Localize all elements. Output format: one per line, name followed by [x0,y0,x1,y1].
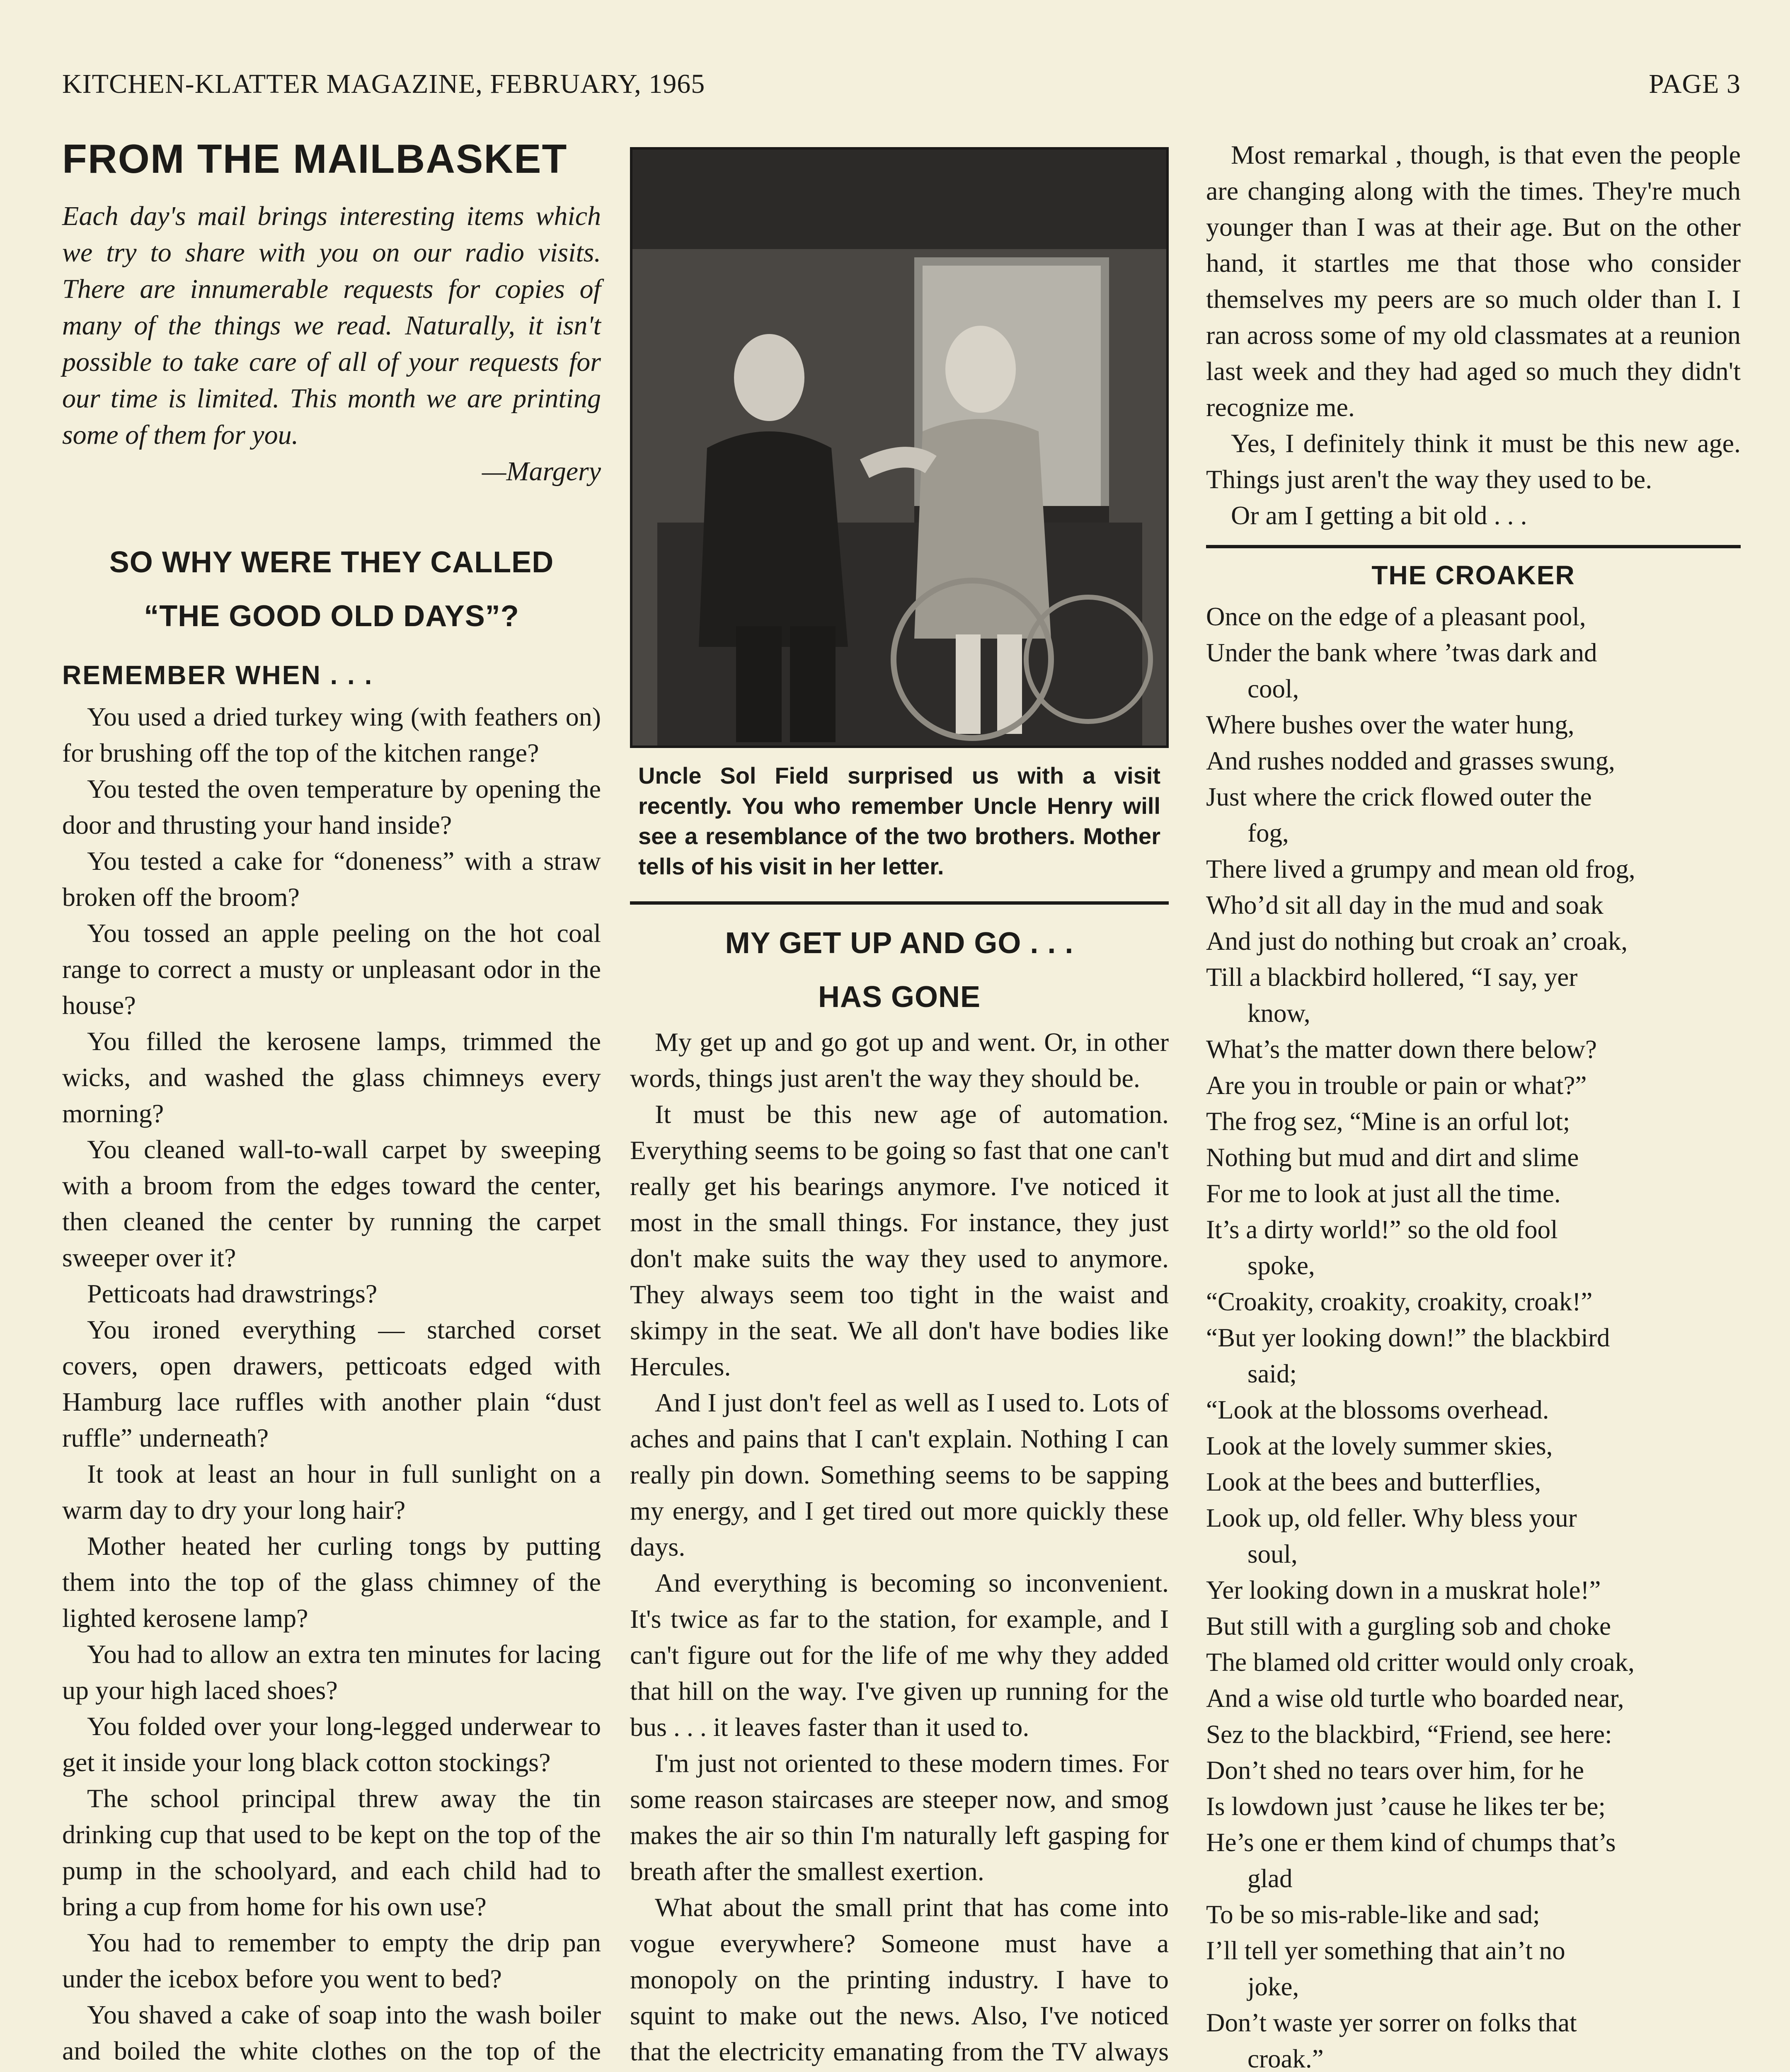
poem-line: Are you in trouble or pain or what?” [1206,1071,1587,1100]
get-up-and-go-title-1: MY GET UP AND GO . . . [725,927,1074,960]
poem-line: And just do nothing but croak an’ croak, [1206,927,1628,956]
poem-line: glad [1247,1864,1293,1893]
page-header [62,68,1741,114]
paragraph: And everything is becoming so inconvenient. It's twice as far to the station, for example, and I can't figure out for the life of me why they added that hill on the way. I've given up running for the bus . . . it leaves faster than it used to. [630,1568,1169,1742]
paragraph: You cleaned wall-to-wall carpet by sweeping with a broom from the edges toward the center, then cleaned the center by running the carpet sweeper over it? [62,1134,601,1272]
poem-line: “Look at the blossoms overhead. [1206,1395,1549,1424]
column-middle [630,147,1169,2072]
paragraph: You had to remember to empty the drip pan under the icebox before you went to bed? [62,1927,601,1993]
photo-illustration [632,150,1166,746]
mailbasket-intro: Each day's mail brings interesting items which we try to share with you on our radio visits. There are innumerable requests for copies of many of the things we read. Naturally, it isn't possible to take care of all of your requests for our time is limited. This month we are printing some of them for you. [62,201,601,450]
poem-line: Once on the edge of a pleasant pool, [1206,602,1586,631]
paragraph: You had to allow an extra ten minutes for lacing up your high laced shoes? [62,1639,601,1705]
poem-line: It’s a dirty world!” so the old fool [1206,1215,1558,1244]
poem-line: Yer looking down in a muskrat hole!” [1206,1576,1601,1605]
poem-line: Look up, old feller. Why bless your [1206,1503,1577,1532]
poem-line: Who’d sit all day in the mud and soak [1206,891,1603,920]
poem-line: Till a blackbird hollered, “I say, yer [1206,963,1578,992]
paragraph: You folded over your long-legged underwear to get it inside your long black cotton stockings? [62,1711,601,1777]
poem-line: And a wise old turtle who boarded near, [1206,1684,1624,1713]
photo-caption: Uncle Sol Field surprised us with a visit recently. You who remember Uncle Henry will see a resemblance of the two brothers. Mother tells of his visit in her letter. [638,762,1160,879]
remember-when-heading: REMEMBER WHEN . . . [62,660,373,690]
good-old-days-title-1: SO WHY WERE THEY CALLED [109,545,554,579]
paragraph: It took at least an hour in full sunlight on a warm day to dry your long hair? [62,1459,601,1525]
poem-line: What’s the matter down there below? [1206,1035,1597,1064]
paragraph: My get up and go got up and went. Or, in other words, things just aren't the way they should be. [630,1027,1169,1093]
poem-line: To be so mis-rable-like and sad; [1206,1900,1540,1929]
paragraph: You shaved a cake of soap into the wash boiler and boiled the white clothes on the top of the [62,1999,601,2065]
poem-line: For me to look at just all the time. [1206,1179,1561,1208]
divider [630,901,1169,905]
paragraph: It must be this new age of automation. Everything seems to be going so fast that one can't really get his bearings anymore. I've noticed it most in the small things. For instance, they just don't make suits the way they used to anymore. They always seem too tight in the waist and skimpy in the seat. We all don't have bodies like Hercules. [630,1099,1169,1381]
paragraph: You filled the kerosene lamps, trimmed the wicks, and washed the glass chimneys every morning? [62,1026,601,1128]
poem-line: Look at the bees and butterflies, [1206,1467,1541,1496]
poem-line: But still with a gurgling sob and choke [1206,1612,1611,1641]
paragraph: I'm just not oriented to these modern times. For some reason staircases are steeper now, and smog makes the air so thin I'm naturally left gasping for breath after the smallest exertion. [630,1748,1169,1886]
poem-line: spoke, [1247,1251,1315,1280]
paragraph: You used a dried turkey wing (with feathers on) for brushing off the top of the kitchen range? [62,702,601,767]
paragraph: You ironed everything — starched corset covers, open drawers, petticoats edged with Hamburg lace ruffles with another plain “dust ruffle” underneath? [62,1314,601,1452]
magazine-title: KITCHEN-KLATTER MAGAZINE, FEBRUARY, 1965 [62,69,705,99]
paragraph: Or am I getting a bit old . . . [1231,501,1527,530]
poem-line: Don’t shed no tears over him, for he [1206,1756,1584,1785]
mailbasket-title: FROM THE MAILBASKET [62,136,568,182]
poem-line: “Croakity, croakity, croakity, croak!” [1206,1287,1593,1316]
poem-line: soul, [1247,1539,1298,1569]
paragraph: You tested the oven temperature by opening the door and thrusting your hand inside? [62,774,601,840]
photo-uncle-sol [630,147,1169,748]
paragraph: Most remarkal , though, is that even the people are changing along with the times. They're much younger than I was at their age. But on the other hand, it startles me that those who consider themselves my peers are so much older than I. I ran across some of my old classmates at a reunion last week and they had aged so much they didn't recognize me. [1206,140,1741,422]
page-number: PAGE 3 [1649,69,1741,99]
paragraph: Mother heated her curling tongs by putting them into the top of the glass chimney of the lighted kerosene lamp? [62,1531,601,1633]
get-up-and-go-body [630,1024,1169,2072]
get-up-and-go-title-2: HAS GONE [818,980,981,1014]
poem-line: said; [1247,1359,1297,1388]
poem-line: Is lowdown just ’cause he likes ter be; [1206,1792,1606,1821]
poem-line: Under the bank where ’twas dark and [1206,638,1597,667]
poem-line: Sez to the blackbird, “Friend, see here: [1206,1720,1612,1749]
paragraph: You tested a cake for “doneness” with a straw broken off the broom? [62,846,601,912]
paragraph: And I just don't feel as well as I used to. Lots of aches and pains that I can't explain. Nothing I can really pin down. Something seems to be sapping my energy, and I get tired out more quickly these days. [630,1388,1169,1561]
poem-line: “But yer looking down!” the blackbird [1206,1323,1610,1352]
mailbasket-signature: —Margery [482,456,601,487]
good-old-days-title-2: “THE GOOD OLD DAYS”? [144,599,519,633]
poem-line: The blamed old critter would only croak, [1206,1648,1635,1677]
poem-line: He’s one er them kind of chumps that’s [1206,1828,1616,1857]
good-old-days-body [62,699,601,2072]
poem-line: cool, [1247,674,1299,703]
poem-line: croak.” [1247,2044,1324,2072]
poem-line: I’ll tell yer something that ain’t no [1206,1936,1565,1965]
poem-line: fog, [1247,818,1289,847]
poem-line: And rushes nodded and grasses swung, [1206,746,1615,775]
paragraph: Petticoats had drawstrings? [87,1278,378,1308]
poem-line: The frog sez, “Mine is an orful lot; [1206,1107,1570,1136]
column-left [62,137,601,2072]
croaker-poem [1206,599,1741,2072]
paragraph: You tossed an apple peeling on the hot coal range to correct a musty or unpleasant odor in the house? [62,918,601,1020]
get-up-and-go-continued [1206,137,1741,533]
paragraph: Yes, I definitely think it must be this new age. Things just aren't the way they used to be. [1206,428,1741,494]
poem-line: know, [1247,999,1310,1028]
poem-line: Where bushes over the water hung, [1206,710,1574,739]
poem-line: Don’t waste yer sorrer on folks that [1206,2008,1577,2037]
paragraph: The school principal threw away the tin drinking cup that used to be kept on the top of the pump in the schoolyard, and each child had to bring a cup from home for his own use? [62,1783,601,1921]
column-right [1206,137,1741,2072]
croaker-title: THE CROAKER [1371,560,1575,590]
poem-line: Nothing but mud and dirt and slime [1206,1143,1579,1172]
paragraph: What about the small print that has come into vogue everywhere? Someone must have a monopoly on the printing industry. I have to squint to make out the news. Also, I've noticed that the electricity emanating from the TV always [630,1893,1169,2066]
poem-line: There lived a grumpy and mean old frog, [1206,854,1635,884]
poem-line: Look at the lovely summer skies, [1206,1431,1553,1460]
poem-line: joke, [1247,1972,1299,2001]
poem-line: Just where the crick flowed outer the [1206,782,1592,811]
divider [1206,545,1741,548]
